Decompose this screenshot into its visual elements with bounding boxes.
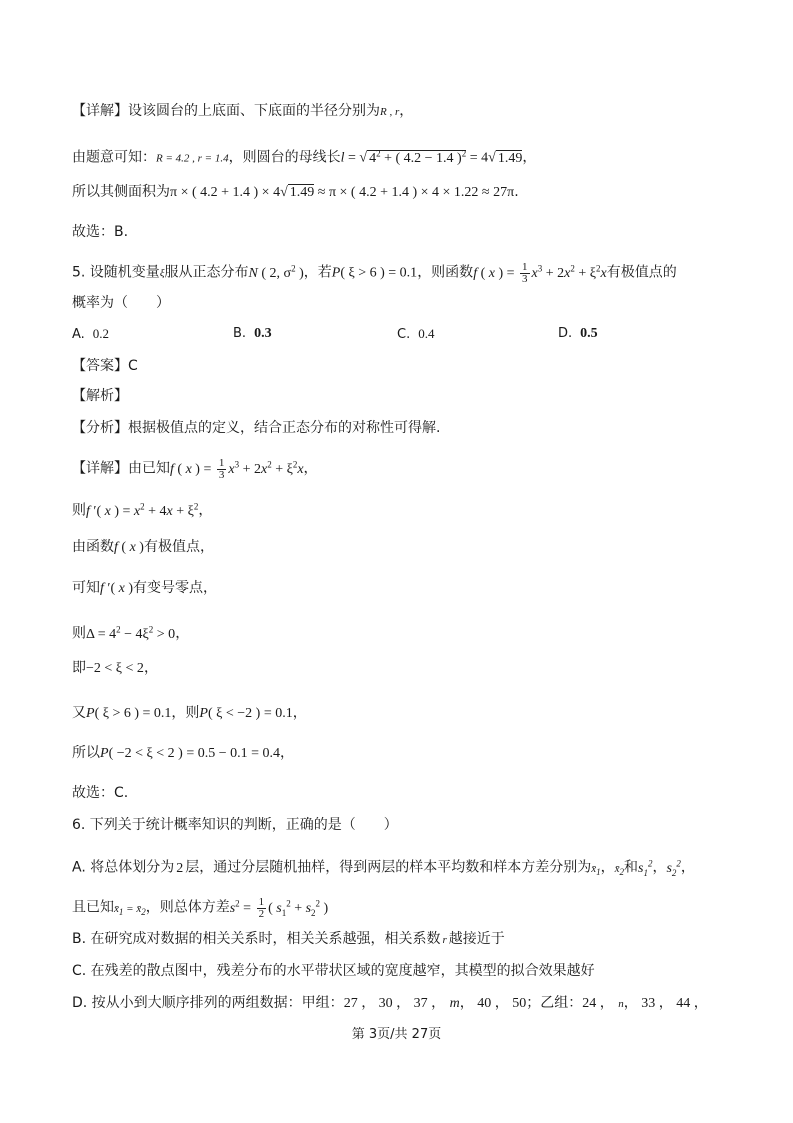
question-6: 6. 下列关于统计概率知识的判断，正确的是（ ） [72,817,398,833]
group-b-values-2: ， 33 ， 44 ， [623,996,708,1011]
text: B. 在研究成对数据的相关关系时，相关关系越强，相关系数 [72,931,441,947]
detail-line-3 [72,182,519,203]
xi-symbol: ξ [159,267,165,280]
option-letter: A. [72,327,85,342]
text: ， [399,103,414,119]
text: ， [292,705,307,721]
text: 可知 [72,580,100,596]
question-5 [72,258,677,285]
formula-generatrix: l = √ $4^2$ + ( 4.2 − 1.4 )$^2$ = 4√ 1.49 [340,148,523,166]
math-values: R = 4.2 , r = 1.4 [156,152,229,165]
question-6-a-cont [72,893,328,922]
x1-bar: $x̄_1$ [591,862,601,877]
text: 【详解】由已知 [72,460,170,477]
detail-zero [72,578,217,599]
question-6-c: C. 在残差的散点图中，残差分布的水平带状区域的宽度越窄，其模型的拟合效果越好 [72,963,595,979]
text: ；乙组： [526,995,583,1011]
text: 由函数 [72,539,114,555]
s1-sq: $s_1^2$ [638,858,653,878]
option-letter: C. [397,327,411,342]
text: ，则总体方差 [145,899,230,916]
text: 有极值点， [143,539,214,555]
prob-2: P( ξ < −2 ) = 0.1 [199,706,293,721]
formula-area: π × ( 4.2 + 1.4 ) × 4√ 1.49 ≈ π × ( 4.2 + 1.4 ) × 4 × 1.22 ≈ 27π [170,185,515,200]
text: ，则函数 [417,264,474,281]
group-a-values: 27 ， 30 ， 37 ， [343,996,446,1011]
option-value: 0.3 [254,326,272,341]
prob-result: P( −2 < ξ < 2 ) = 0.5 − 0.1 = 0.4 [100,746,281,761]
text: 即 [72,660,86,676]
var-n: n [618,998,624,1010]
option-c [397,324,434,345]
text: ， [280,745,295,761]
prob-condition: P( ξ > 6 ) = 0.1 [331,265,418,281]
delta-formula: $\Delta = 4^2 - 4\xi^2 > 0$ [86,624,176,642]
choose-c: 故选：C. [72,785,129,801]
function-f: f ( x ) = $\frac{1}{3}$ $x^3 + 2x^2 + \xi^2x$ [473,260,607,285]
total-variance: $s^2$ = $\frac{1}{2}$ ( $s_1^2 + s_2^2$ ) [229,895,329,920]
text: D. 按从小到大顺序排列的两组数据：甲组： [72,995,344,1011]
text: ，若 [303,264,332,281]
analysis-text: 【分析】根据极值点的定义，结合正态分布的对称性可得解. [72,420,441,436]
text: 有极值点的 [606,264,677,281]
text: ， [175,625,190,642]
option-letter: D. [558,326,573,341]
text: 层，通过分层随机抽样，得到两层的样本平均数和样本方差分别为 [185,859,592,876]
text: 【详解】设该圆台的上底面、下底面的半径分别为 [72,103,380,119]
page-footer: 第 3页/共 27页 [351,1027,442,1042]
text: A. 将总体划分为 [72,859,175,876]
text: ， [522,149,537,166]
text: 则 [72,502,86,519]
detail-delta [72,619,189,645]
text: . [514,184,519,200]
text: ，则 [171,705,200,721]
text: 服从正态分布 [164,264,249,281]
detail-derivative [72,496,212,522]
detail-prob [72,703,307,724]
question-6-d [72,993,708,1014]
option-value: 0.4 [418,326,435,341]
text: 则 [72,625,86,642]
group-a-values-2: ， 40 ， 50 [459,996,527,1011]
var-m: m [449,996,460,1011]
derivative: f ′( x ) = $x^2 + 4x + \xi^2$ [86,501,199,519]
function-f: f ( x ) = $\frac{1}{3}$ $x^3 + 2x^2 + \xi^2x$ [170,456,304,481]
detail-result [72,743,294,764]
text: 所以 [72,745,100,761]
text: 和 [624,859,639,876]
detail-line-2 [72,143,536,169]
analysis-label: 【解析】 [72,388,128,404]
r-symbol: r [442,934,447,946]
choose-b: 故选：B. [72,224,129,240]
text: 又 [72,705,86,721]
text: 由题意可知： [72,149,156,166]
text: ， [652,859,667,876]
math-vars: R , r [380,106,400,118]
f-prime: f ′( x ) [100,581,134,596]
group-b-values: 24 ， [582,996,614,1011]
text: ，则圆台的母线长 [228,149,341,166]
option-value: 0.2 [92,326,110,341]
s2-sq: $s_2^2$ [666,858,681,878]
text: 有变号零点， [133,580,218,596]
num: 2 [176,860,184,876]
normal-dist: N ( 2, $\sigma^2$ ) [248,263,304,281]
text: ， [143,660,158,676]
text: 且已知 [72,899,114,916]
text: 5. 设随机变量 [72,264,160,281]
option-d [558,324,598,344]
text: ， [600,859,615,876]
question-6-a [72,853,695,882]
fx: f ( x ) [114,540,144,555]
detail-derivation-1 [72,454,318,481]
option-b [233,324,272,344]
detail-range [72,658,158,679]
option-letter: B. [233,326,247,341]
x2-bar: $x̄_2$ [614,862,625,877]
text: ， [303,460,318,477]
answer-label: 【答案】C [72,358,138,374]
text: 越接近于 [448,931,505,947]
text: ， [198,502,213,519]
question-6-b [72,929,505,950]
text: ， [680,859,695,876]
detail-extreme [72,537,214,558]
option-a [72,324,109,345]
detail-line-1 [72,101,413,122]
means-equal: $x̄_1$ = $x̄_2$ [114,902,146,917]
option-value: 0.5 [580,326,598,341]
text: 所以其侧面积为 [72,184,170,200]
range: −2 < ξ < 2 [86,661,144,676]
question-5-cont: 概率为（ ） [72,295,170,311]
prob-1: P( ξ > 6 ) = 0.1 [86,706,172,721]
